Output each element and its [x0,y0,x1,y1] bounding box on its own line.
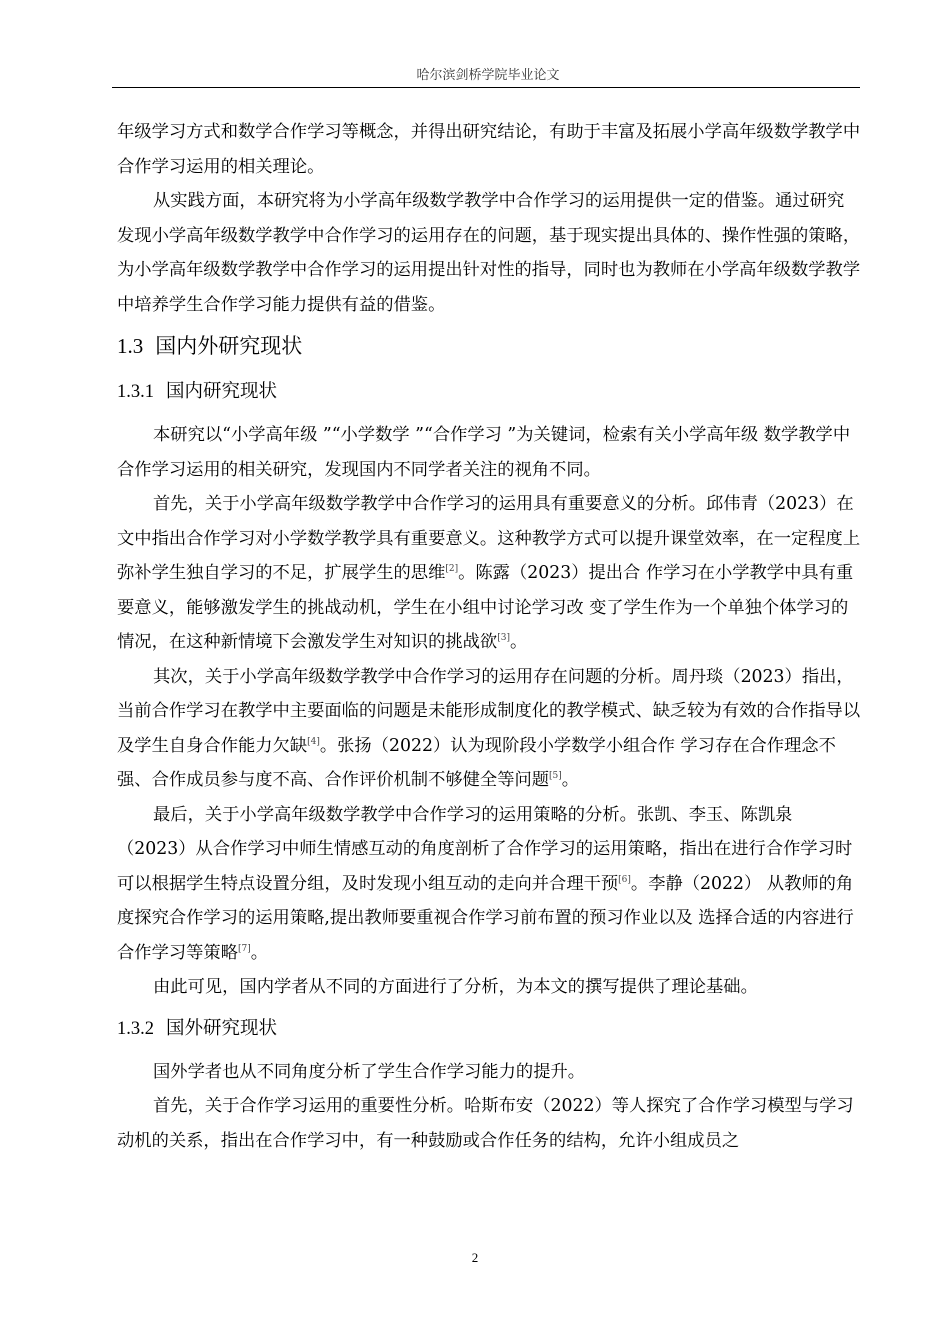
citation-2: [2] [445,564,459,575]
paragraph-theory: 年级学习方式和数学合作学习等概念，并得出研究结论，有助于丰富及拓展小学高年级数学教学中合作学习运用的相关理论。 [117,122,861,177]
paragraph-domestic-first [117,487,861,660]
paragraph-domestic-intro: 本研究以“小学高年级 ”“小学数学 ”“合作学习 ”为关键词，检索有关小学高年级 数学教学中合作学习运用的相关研究，发现国内不同学者关注的视角不同。 [117,425,851,480]
section-heading-1-3-2 [117,1007,861,1051]
text-run: 。陈露（2023）提出合 作学习在小学教学中具有重要意义，能够激发学生的挑战动机，学生在小组中讨论学习改 变了学生作为一个单独个体学习的情况，在这种新情境下会激发学生对知识的挑战欲 [117,563,854,652]
section-number: 1.3 [117,334,144,358]
text-run: 最后，关于小学高年级数学教学中合作学习的运用策略的分析。张凯、李玉、陈凯泉（2023）从合作学习中师生情感互动的角度剖析了合作学习的运用策略，指出在进行合作学习时可以根据学生特点设置分组，及时发现小组互动的走向并合理干预 [117,804,853,894]
subsection-title: 国外研究现状 [166,1017,278,1039]
paragraph-foreign-intro: 国外学者也从不同角度分析了学生合作学习能力的提升。 [153,1061,586,1082]
paragraph-domestic-second [117,660,861,798]
subsection-number: 1.3.1 [117,382,154,402]
section-heading-1-3 [117,324,861,368]
text-run: 。 [561,770,580,790]
citation-5: [5] [549,771,562,782]
citation-4: [4] [307,736,320,747]
section-heading-1-3-1 [117,370,861,414]
text-run: 。 [509,632,528,652]
paragraph-practice: 从实践方面，本研究将为小学高年级数学教学中合作学习的运用提供一定的借鉴。通过研究发现小学高年级数学教学中合作学习的运用存在的问题，基于现实提出具体的、操作性强的策略，为小学高年级数学教学中合作学习的运用提出针对性的指导，同时也为教师在小学高年级数学教学中培养学生合作学习能力提供有益的借鉴。 [117,191,861,315]
citation-6: [6] [618,874,631,885]
text-run: 首先，关于小学高年级数学教学中合作学习的运用具有重要意义的分析。邱伟青（2023）在文中指出合作学习对小学数学教学具有重要意义。这种教学方式可以提升课堂效率，在一定程度上弥补学生独自学习的不足，扩展学生的思维 [117,494,861,583]
paragraph-domestic-last [117,798,861,971]
subsection-title: 国内研究现状 [166,381,278,402]
page-header: 哈尔滨剑桥学院毕业论文 [416,68,560,83]
page-number: 2 [471,1250,479,1265]
citation-7: [7] [237,943,251,954]
document-body [117,115,861,1158]
text-run: 。 [250,942,269,963]
text-run: 。张扬（2022）认为现阶段小学数学小组合作 学习存在合作理念不强、合作成员参与度不高、合作评价机制不够健全等问题 [117,735,836,790]
paragraph-foreign-first: 首先，关于合作学习运用的重要性分析。哈斯布安（2022）等人探究了合作学习模型与学习动机的关系，指出在合作学习中，有一种鼓励或合作任务的结构，允许小组成员之 [117,1096,854,1151]
subsection-number: 1.3.2 [117,1018,154,1039]
citation-3: [3] [497,633,510,644]
paragraph-domestic-summary: 由此可见，国内学者从不同的方面进行了分析，为本文的撰写提供了理论基础。 [153,977,758,997]
text-run: 其次，关于小学高年级数学教学中合作学习的运用存在问题的分析。周丹琰（2023）指出，当前合作学习在教学中主要面临的问题是未能形成制度化的教学模式、缺乏较为有效的合作指导以及学生自身合作能力欠缺 [117,666,861,756]
header-rule [112,87,860,88]
text-run: 。李静（2022） 从教师的角度探究合作学习的运用策略,提出教师要重视合作学习前布置的预习作业以及 选择合适的内容进行合作学习等策略 [117,873,854,963]
section-title: 国内外研究现状 [155,334,303,358]
